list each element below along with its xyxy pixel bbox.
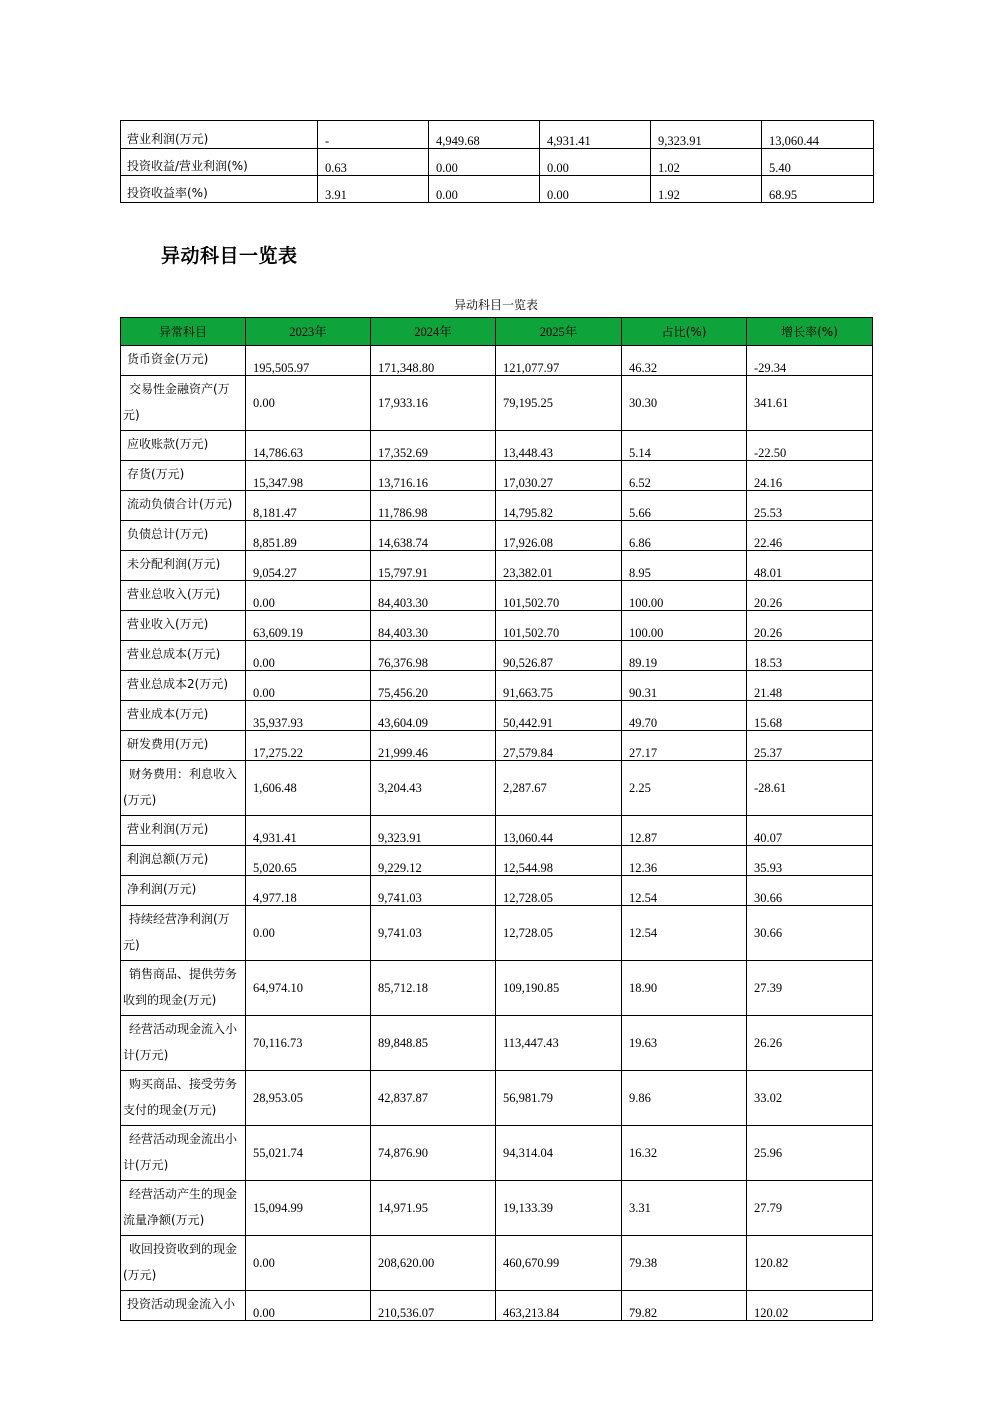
cell-value: 46.32 [622,346,747,376]
row-label: 投资收益率(%) [121,176,318,203]
cell-value: 5.40 [762,149,874,176]
cell-value: 28,953.05 [246,1071,371,1126]
cell-value: 27,579.84 [496,731,622,761]
cell-value: 19.63 [622,1016,747,1071]
cell-value: 120.02 [747,1291,873,1321]
cell-value: 208,620.00 [371,1236,496,1291]
cell-value: 15,094.99 [246,1181,371,1236]
table-row [121,701,873,731]
cell-value: 23,382.01 [496,551,622,581]
row-label: 经营活动现金流入小计(万元) [121,1016,246,1071]
table-row [121,176,874,203]
table-row [121,491,873,521]
table-row [121,551,873,581]
table-row [121,961,873,1016]
cell-value: 90.31 [622,671,747,701]
cell-value: 101,502.70 [496,581,622,611]
row-label: 负债总计(万元) [121,521,246,551]
cell-value: 9.86 [622,1071,747,1126]
cell-value: 49.70 [622,701,747,731]
cell-value: 85,712.18 [371,961,496,1016]
cell-value: 25.37 [747,731,873,761]
cell-value: 4,977.18 [246,876,371,906]
table-row [121,581,873,611]
cell-value: 210,536.07 [371,1291,496,1321]
cell-value: 120.82 [747,1236,873,1291]
cell-value: 6.52 [622,461,747,491]
row-label: 营业利润(万元) [121,121,318,149]
abnormal-items-body [121,346,873,1321]
cell-value: 27.17 [622,731,747,761]
cell-value: 91,663.75 [496,671,622,701]
cell-value: 84,403.30 [371,581,496,611]
row-label: 应收账款(万元) [121,431,246,461]
cell-value: 20.26 [747,581,873,611]
table-row [121,149,874,176]
cell-value: 12,544.98 [496,846,622,876]
cell-value: 21.48 [747,671,873,701]
row-label: 投资活动现金流入小 [121,1291,246,1321]
table-row [121,376,873,431]
profit-summary-table [120,120,874,203]
cell-value: 14,795.82 [496,491,622,521]
cell-value: 1.92 [651,176,762,203]
cell-value: 22.46 [747,521,873,551]
cell-value: 3,204.43 [371,761,496,816]
cell-value: 70,116.73 [246,1016,371,1071]
cell-value: 17,275.22 [246,731,371,761]
cell-value: 14,638.74 [371,521,496,551]
cell-value: 0.00 [246,1291,371,1321]
cell-value: 74,876.90 [371,1126,496,1181]
cell-value: 18.53 [747,641,873,671]
table-row [121,731,873,761]
cell-value: 14,971.95 [371,1181,496,1236]
row-label: 持续经营净利润(万元) [121,906,246,961]
cell-value: 79.38 [622,1236,747,1291]
cell-value: 79.82 [622,1291,747,1321]
cell-value: 89,848.85 [371,1016,496,1071]
cell-value: 48.01 [747,551,873,581]
table-row [121,906,873,961]
cell-value: 100.00 [622,581,747,611]
cell-value: 90,526.87 [496,641,622,671]
cell-value: 18.90 [622,961,747,1016]
cell-value: 2,287.67 [496,761,622,816]
cell-value: 9,741.03 [371,876,496,906]
cell-value: 55,021.74 [246,1126,371,1181]
row-label: 营业收入(万元) [121,611,246,641]
cell-value: 14,786.63 [246,431,371,461]
cell-value: 109,190.85 [496,961,622,1016]
table-row [121,1181,873,1236]
cell-value: 3.31 [622,1181,747,1236]
table-row [121,846,873,876]
cell-value: 94,314.04 [496,1126,622,1181]
section-heading: 异动科目一览表 [161,245,298,267]
cell-value: 8,851.89 [246,521,371,551]
cell-value: 50,442.91 [496,701,622,731]
cell-value: 341.61 [747,376,873,431]
cell-value: 1.02 [651,149,762,176]
row-label: 研发费用(万元) [121,731,246,761]
cell-value: 33.02 [747,1071,873,1126]
table-row [121,121,874,149]
table-row [121,1016,873,1071]
table-row [121,1071,873,1126]
cell-value: 13,060.44 [762,121,874,149]
cell-value: 84,403.30 [371,611,496,641]
cell-value: 68.95 [762,176,874,203]
cell-value: 0.63 [318,149,429,176]
cell-value: 13,716.16 [371,461,496,491]
row-label: 投资收益/营业利润(%) [121,149,318,176]
cell-value: 463,213.84 [496,1291,622,1321]
header-row [121,318,873,346]
cell-value: 15.68 [747,701,873,731]
cell-value: 35,937.93 [246,701,371,731]
cell-value: 101,502.70 [496,611,622,641]
cell-value: 4,931.41 [540,121,651,149]
profit-summary-body [121,121,874,203]
header-ratio: 占比(%) [622,318,747,346]
cell-value: -28.61 [747,761,873,816]
cell-value: 12.87 [622,816,747,846]
cell-value: 4,949.68 [429,121,540,149]
cell-value: 0.00 [246,581,371,611]
cell-value: 63,609.19 [246,611,371,641]
table-row [121,671,873,701]
header-year-2024: 2024年 [371,318,496,346]
cell-value: 79,195.25 [496,376,622,431]
abnormal-items-header [121,318,873,346]
cell-value: 35.93 [747,846,873,876]
row-label: 经营活动产生的现金流量净额(万元) [121,1181,246,1236]
cell-value: 8.95 [622,551,747,581]
cell-value: 15,797.91 [371,551,496,581]
cell-value: 20.26 [747,611,873,641]
cell-value: 8,181.47 [246,491,371,521]
cell-value: 64,974.10 [246,961,371,1016]
cell-value: 5.14 [622,431,747,461]
abnormal-items-table [120,317,873,1321]
cell-value: 0.00 [540,176,651,203]
cell-value: 17,933.16 [371,376,496,431]
table-row [121,641,873,671]
cell-value: 0.00 [429,149,540,176]
cell-value: 30.66 [747,906,873,961]
cell-value: 13,448.43 [496,431,622,461]
row-label: 交易性金融资产(万元) [121,376,246,431]
cell-value: 30.30 [622,376,747,431]
cell-value: 75,456.20 [371,671,496,701]
cell-value: 25.53 [747,491,873,521]
cell-value: 17,030.27 [496,461,622,491]
cell-value: 0.00 [246,1236,371,1291]
cell-value: 3.91 [318,176,429,203]
cell-value: 6.86 [622,521,747,551]
cell-value: 19,133.39 [496,1181,622,1236]
header-year-2025: 2025年 [496,318,622,346]
cell-value: 100.00 [622,611,747,641]
cell-value: 12,728.05 [496,876,622,906]
cell-value: 0.00 [246,376,371,431]
cell-value: 76,376.98 [371,641,496,671]
header-growth: 增长率(%) [747,318,873,346]
table-row [121,346,873,376]
cell-value: 89.19 [622,641,747,671]
cell-value: 0.00 [429,176,540,203]
cell-value: 43,604.09 [371,701,496,731]
cell-value: 2.25 [622,761,747,816]
table-row [121,461,873,491]
cell-value: 12.54 [622,876,747,906]
cell-value: 13,060.44 [496,816,622,846]
cell-value: 25.96 [747,1126,873,1181]
cell-value: 9,323.91 [371,816,496,846]
cell-value: 121,077.97 [496,346,622,376]
row-label: 营业总成本(万元) [121,641,246,671]
cell-value: 15,347.98 [246,461,371,491]
cell-value: -22.50 [747,431,873,461]
row-label: 营业总收入(万元) [121,581,246,611]
row-label: 流动负债合计(万元) [121,491,246,521]
cell-value: 171,348.80 [371,346,496,376]
cell-value: 0.00 [540,149,651,176]
row-label: 存货(万元) [121,461,246,491]
header-item: 异常科目 [121,318,246,346]
row-label: 未分配利润(万元) [121,551,246,581]
cell-value: 16.32 [622,1126,747,1181]
cell-value: 26.26 [747,1016,873,1071]
table-row [121,431,873,461]
cell-value: 9,054.27 [246,551,371,581]
cell-value: 11,786.98 [371,491,496,521]
table-row [121,761,873,816]
table-row [121,876,873,906]
row-label: 营业利润(万元) [121,816,246,846]
cell-value: 0.00 [246,906,371,961]
cell-value: 12.36 [622,846,747,876]
header-year-2023: 2023年 [246,318,371,346]
cell-value: 0.00 [246,641,371,671]
cell-value: 0.00 [246,671,371,701]
cell-value: 460,670.99 [496,1236,622,1291]
row-label: 净利润(万元) [121,876,246,906]
table-row [121,521,873,551]
table-row [121,1236,873,1291]
cell-value: 30.66 [747,876,873,906]
cell-value: 56,981.79 [496,1071,622,1126]
cell-value: - [318,121,429,149]
cell-value: 113,447.43 [496,1016,622,1071]
row-label: 利润总额(万元) [121,846,246,876]
cell-value: 9,323.91 [651,121,762,149]
table-row [121,1291,873,1321]
row-label: 销售商品、提供劳务收到的现金(万元) [121,961,246,1016]
cell-value: 12.54 [622,906,747,961]
cell-value: 5,020.65 [246,846,371,876]
row-label: 收回投资收到的现金(万元) [121,1236,246,1291]
cell-value: 9,229.12 [371,846,496,876]
row-label: 购买商品、接受劳务支付的现金(万元) [121,1071,246,1126]
cell-value: 12,728.05 [496,906,622,961]
table-row [121,1126,873,1181]
cell-value: 27.79 [747,1181,873,1236]
cell-value: 195,505.97 [246,346,371,376]
table-row [121,611,873,641]
cell-value: 17,926.08 [496,521,622,551]
row-label: 经营活动现金流出小计(万元) [121,1126,246,1181]
cell-value: 27.39 [747,961,873,1016]
cell-value: 17,352.69 [371,431,496,461]
table-row [121,816,873,846]
cell-value: 5.66 [622,491,747,521]
cell-value: 24.16 [747,461,873,491]
table-caption: 异动科目一览表 [453,298,538,312]
row-label: 财务费用：利息收入(万元) [121,761,246,816]
cell-value: 21,999.46 [371,731,496,761]
row-label: 营业成本(万元) [121,701,246,731]
cell-value: -29.34 [747,346,873,376]
row-label: 营业总成本2(万元) [121,671,246,701]
cell-value: 9,741.03 [371,906,496,961]
cell-value: 1,606.48 [246,761,371,816]
cell-value: 42,837.87 [371,1071,496,1126]
cell-value: 4,931.41 [246,816,371,846]
cell-value: 40.07 [747,816,873,846]
row-label: 货币资金(万元) [121,346,246,376]
